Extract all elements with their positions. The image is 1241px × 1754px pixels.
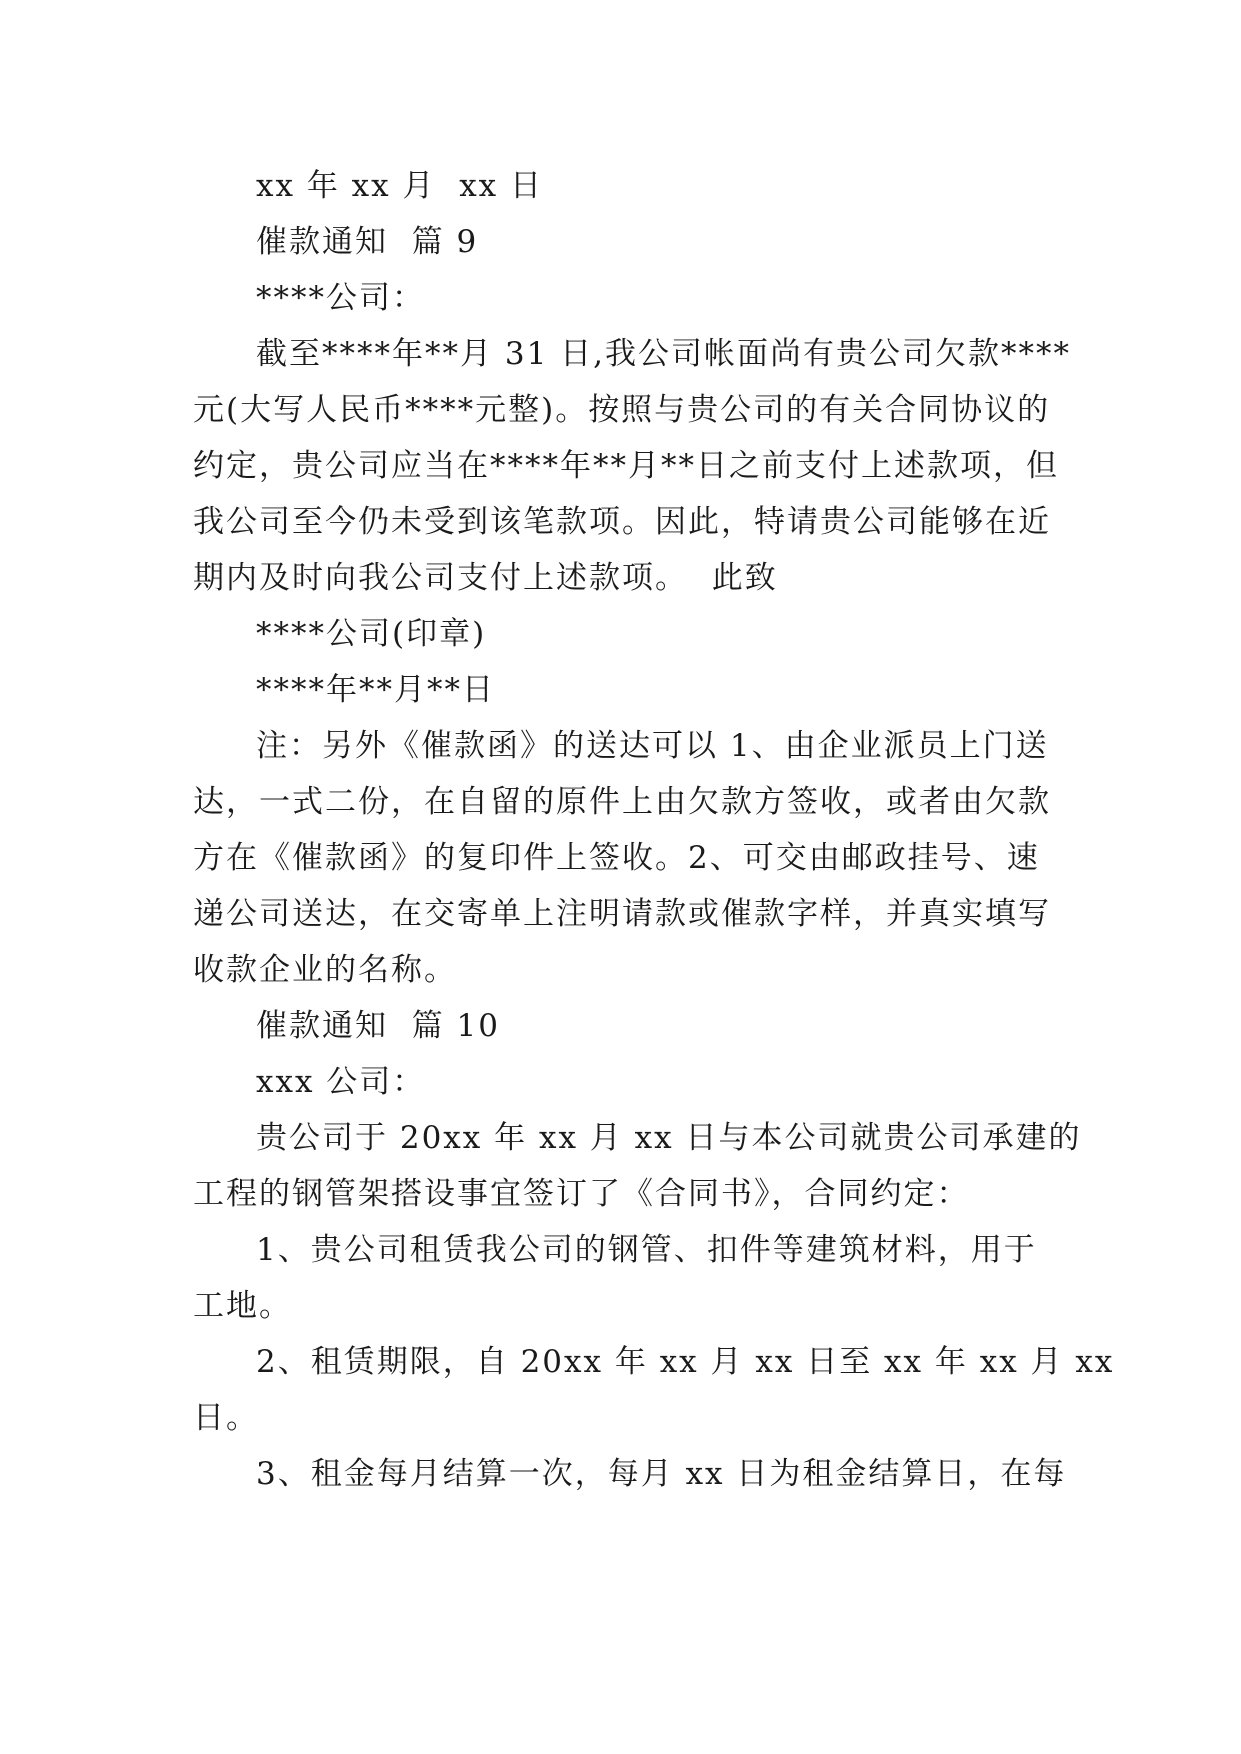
paragraph-line: 截至****年**月 31 日,我公司帐面尚有贵公司欠款**** [256, 336, 1072, 372]
list-item-line: 1、贵公司租赁我公司的钢管、扣件等建筑材料，用于 [256, 1232, 1037, 1268]
section-heading-10: 催款通知 篇 10 [256, 1008, 501, 1044]
list-item-line: 工地。 [193, 1288, 292, 1324]
paragraph-line: 元(大写人民币****元整)。按照与贵公司的有关合同协议的 [193, 392, 1051, 428]
salutation: ****公司： [256, 280, 425, 316]
note-line: 达，一式二份，在自留的原件上由欠款方签收，或者由欠款 [193, 784, 1051, 820]
note-line: 递公司送达，在交寄单上注明请款或催款字样，并真实填写 [193, 896, 1051, 932]
list-item-line: 日。 [193, 1400, 259, 1436]
signature-line: ****公司(印章) [256, 616, 487, 652]
paragraph-line: 贵公司于 20xx 年 xx 月 xx 日与本公司就贵公司承建的 [256, 1120, 1082, 1156]
note-line: 注：另外《催款函》的送达可以 1、由企业派员上门送 [256, 728, 1049, 764]
paragraph-line: 约定，贵公司应当在****年**月**日之前支付上述款项，但 [193, 448, 1059, 484]
note-line: 收款企业的名称。 [193, 952, 457, 988]
paragraph-line: 我公司至今仍未受到该笔款项。因此，特请贵公司能够在近 [193, 504, 1051, 540]
paragraph-line: 工程的钢管架搭设事宜签订了《合同书》，合同约定： [193, 1176, 970, 1212]
note-line: 方在《催款函》的复印件上签收。2、可交由邮政挂号、速 [193, 840, 1040, 876]
salutation: xxx 公司： [256, 1064, 426, 1100]
paragraph-line: 期内及时向我公司支付上述款项。 此致 [193, 560, 778, 596]
signature-date: ****年**月**日 [256, 672, 495, 708]
date-line: xx 年 xx 月 xx 日 [256, 168, 544, 204]
list-item-line: 2、租赁期限，自 20xx 年 xx 月 xx 日至 xx 年 xx 月 xx [256, 1344, 1115, 1380]
list-item-line: 3、租金每月结算一次，每月 xx 日为租金结算日，在每 [256, 1456, 1067, 1492]
section-heading-9: 催款通知 篇 9 [256, 224, 479, 260]
